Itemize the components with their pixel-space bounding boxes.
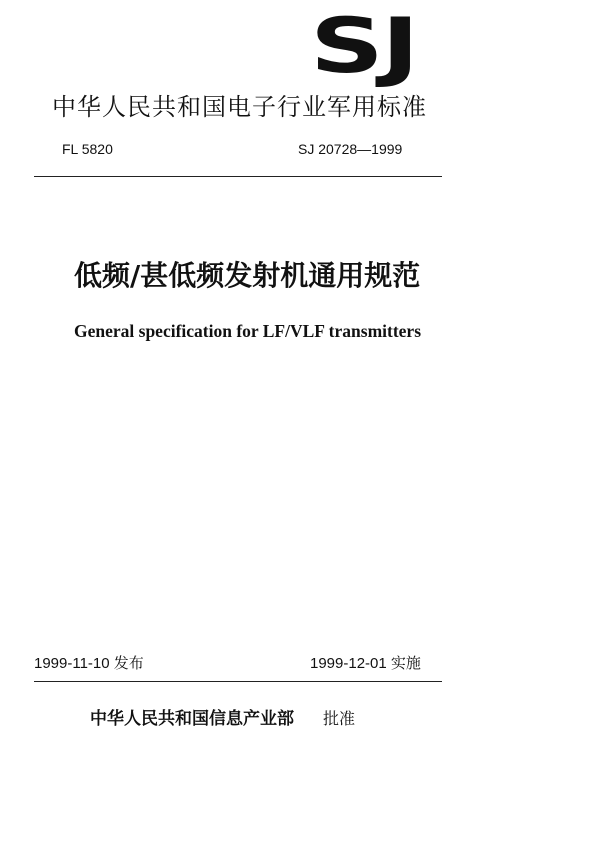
- footer-divider: [34, 681, 442, 682]
- standard-category-title: 中华人民共和国电子行业军用标准: [52, 93, 427, 121]
- approving-authority: 中华人民共和国信息产业部: [90, 709, 294, 729]
- document-title-chinese: 低频/甚低频发射机通用规范: [74, 259, 421, 292]
- header-divider: [34, 176, 442, 177]
- implementation-date: 1999-12-01 实施: [310, 655, 421, 672]
- standard-number: SJ 20728—1999: [298, 141, 403, 157]
- approval-label: 批准: [323, 709, 356, 728]
- document-title-english: General specification for LF/VLF transmitters: [74, 321, 422, 341]
- issue-date: 1999-11-10 发布: [34, 655, 144, 672]
- classification-code: FL 5820: [62, 141, 113, 157]
- sj-logo: SJ: [310, 1, 417, 90]
